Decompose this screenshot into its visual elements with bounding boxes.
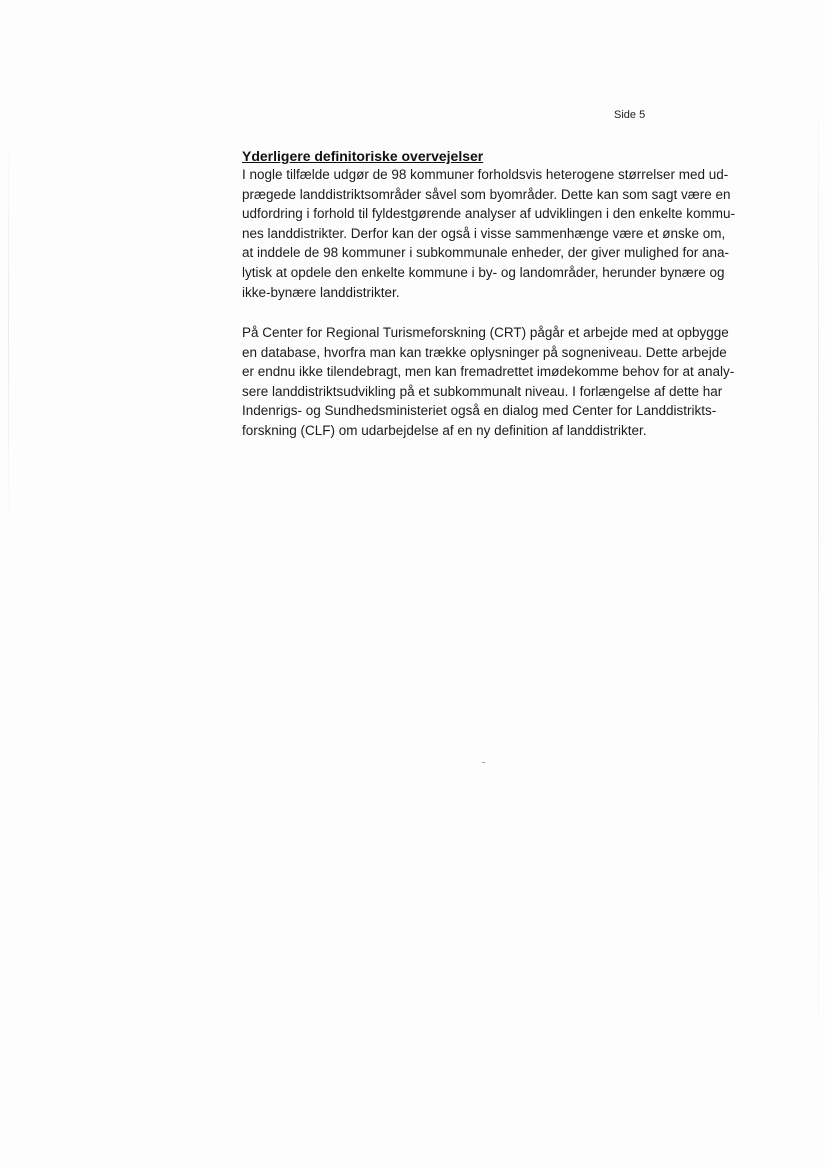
paragraph-line: Indenrigs- og Sundhedsministeriet også en dialog med Center for Landdistrikts- <box>242 403 717 419</box>
paragraph-line: forskning (CLF) om udarbejdelse af en ny definition af landdistrikter. <box>242 422 647 438</box>
paragraph-line: lytisk at opdele den enkelte kommune i by- og landområder, herunder bynære og <box>242 264 725 280</box>
paragraph-line: at inddele de 98 kommuner i subkommunale enheder, der giver mulighed for ana- <box>242 245 730 261</box>
paragraph-line: ikke-bynære landdistrikter. <box>242 284 400 300</box>
paragraph-line: I nogle tilfælde udgør de 98 kommuner forholdsvis heterogene størrelser med ud- <box>242 167 729 182</box>
paragraph-line: en database, hvorfra man kan trække oplysninger på sogneniveau. Dette arbejde <box>242 344 727 360</box>
paragraph-line: prægede landdistriktsområder såvel som byområder. Dette kan som sagt være en <box>242 186 731 202</box>
scan-speck <box>482 762 485 763</box>
paragraph-1 <box>242 165 762 302</box>
paragraph-line: På Center for Regional Turismeforskning (CRT) pågår et arbejde med at opbygge <box>242 325 729 340</box>
paragraph-2 <box>242 323 762 441</box>
paragraph-line: udfordring i forhold til fyldestgørende analyser af udviklingen i den enkelte kommu- <box>242 206 736 222</box>
paragraph-line: nes landdistrikter. Derfor kan der også i visse sammenhænge være et ønske om, <box>242 225 726 241</box>
scan-edge-shadow <box>818 60 819 1140</box>
page-number: Side 5 <box>614 109 646 121</box>
paragraph-line: sere landdistriktsudvikling på et subkommunalt niveau. I forlængelse af dette har <box>242 383 723 399</box>
scan-edge-shadow <box>8 120 9 540</box>
section-heading: Yderligere definitoriske overvejelser <box>242 148 484 164</box>
paragraph-line: er endnu ikke tilendebragt, men kan fremadrettet imødekomme behov for at analy- <box>242 364 735 380</box>
